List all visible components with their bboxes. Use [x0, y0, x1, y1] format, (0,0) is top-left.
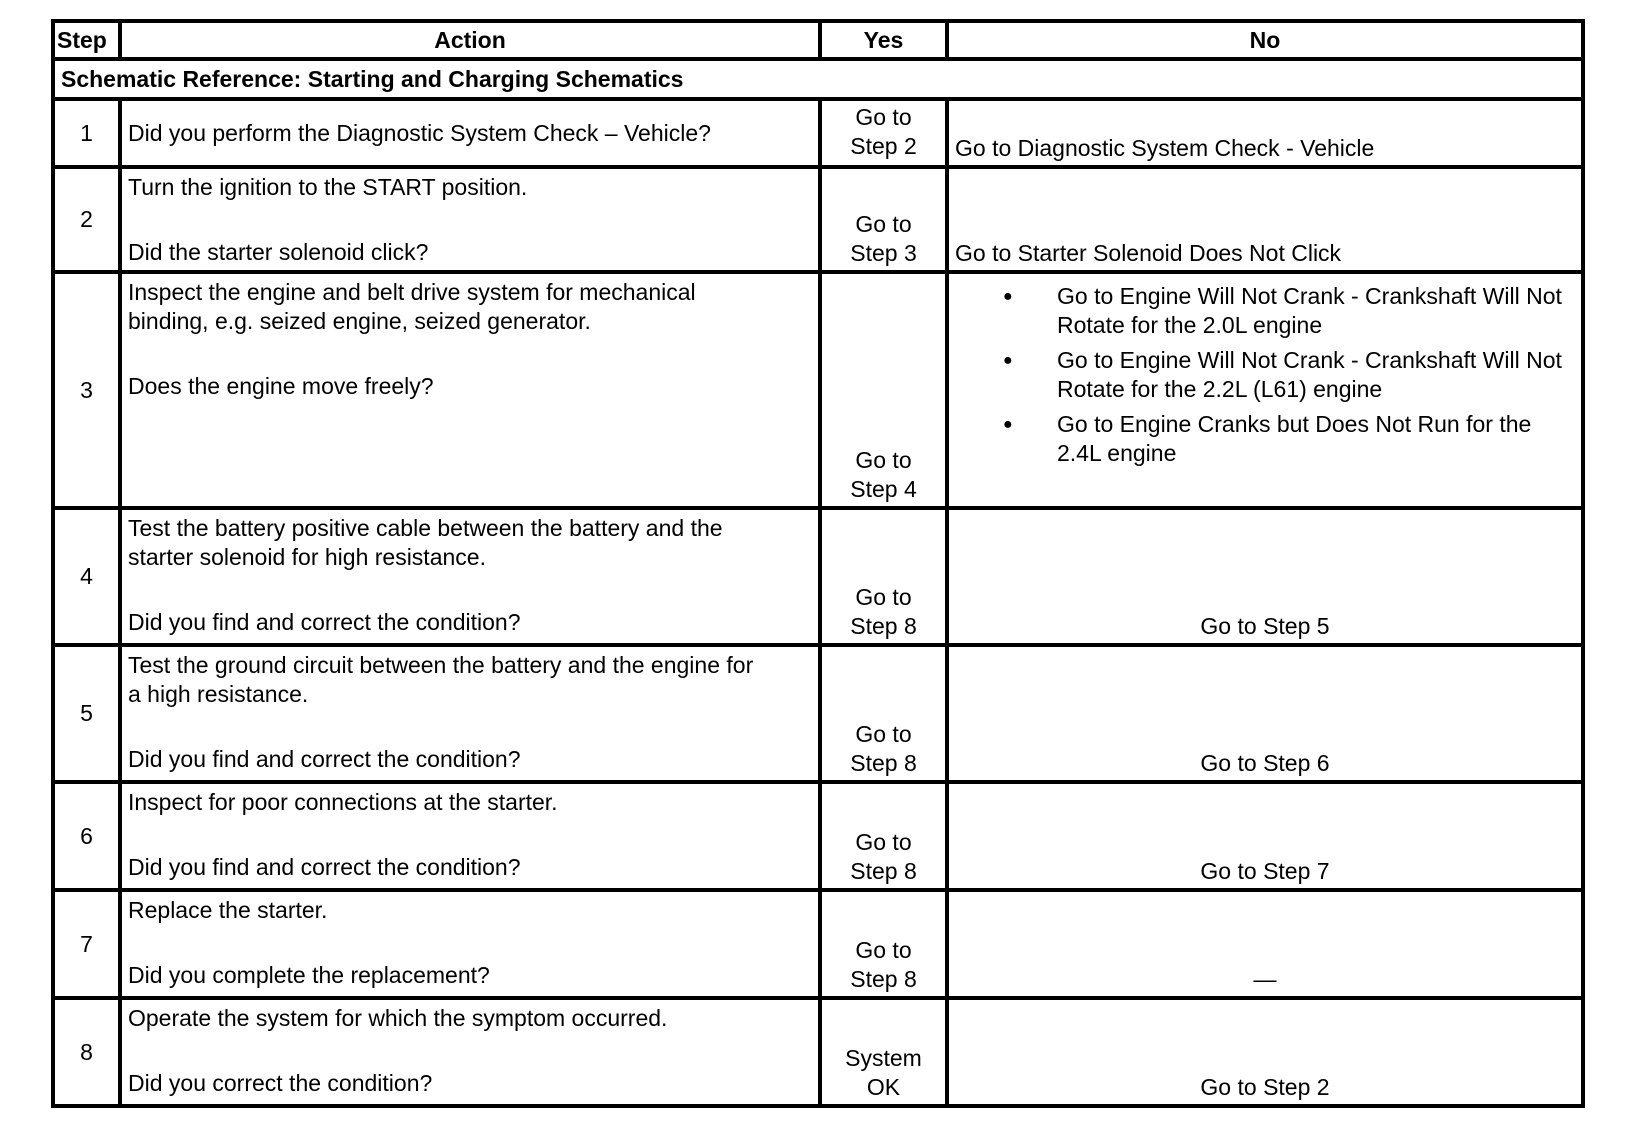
table-row — [53, 508, 1583, 645]
step-number: 5 — [53, 645, 120, 782]
action-cell — [120, 508, 820, 645]
no-cell: Go to Step 7 — [947, 782, 1583, 890]
no-cell — [947, 272, 1583, 508]
yes-cell: Go to Step 4 — [820, 272, 947, 508]
step-number: 7 — [53, 890, 120, 998]
step-number: 4 — [53, 508, 120, 645]
schematic-reference: Schematic Reference: Starting and Charging Schematics — [53, 59, 1583, 99]
step-number: 6 — [53, 782, 120, 890]
table-row — [53, 998, 1583, 1106]
action-instruction: Inspect for poor connections at the starter. — [128, 789, 558, 815]
action-instruction: Inspect the engine and belt drive system for mechanical binding, e.g. seized engine, seized generator. — [128, 279, 696, 334]
action-cell — [120, 99, 820, 167]
yes-cell: Go to Step 2 — [820, 99, 947, 167]
yes-cell: Go to Step 8 — [820, 645, 947, 782]
list-item: ● Go to Engine Will Not Crank - Crankshaft Will Not Rotate for the 2.0L engine — [1057, 282, 1575, 340]
table-row — [53, 167, 1583, 272]
step-number: 3 — [53, 272, 120, 508]
list-item: ● Go to Engine Will Not Crank - Crankshaft Will Not Rotate for the 2.2L (L61) engine — [1057, 346, 1575, 404]
table-row — [53, 782, 1583, 890]
action-question: Did you complete the replacement? — [128, 962, 490, 988]
action-question: Does the engine move freely? — [128, 373, 434, 399]
table-row — [53, 272, 1583, 508]
header-yes: Yes — [820, 21, 947, 59]
yes-cell: Go to Step 8 — [820, 782, 947, 890]
diagnostic-table — [51, 19, 1585, 1108]
no-cell: — — [947, 890, 1583, 998]
no-cell: Go to Step 2 — [947, 998, 1583, 1106]
action-cell — [120, 782, 820, 890]
table-row — [53, 645, 1583, 782]
action-instruction: Replace the starter. — [128, 897, 328, 923]
action-instruction: Test the battery positive cable between the battery and the starter solenoid for high resistance. — [128, 515, 723, 570]
header-action: Action — [120, 21, 820, 59]
no-cell: Go to Step 6 — [947, 645, 1583, 782]
action-question: Did you perform the Diagnostic System Check – Vehicle? — [128, 119, 711, 146]
action-question: Did you find and correct the condition? — [128, 609, 521, 635]
yes-cell: System OK — [820, 998, 947, 1106]
table-row — [53, 890, 1583, 998]
step-number: 1 — [53, 99, 120, 167]
action-cell — [120, 645, 820, 782]
no-cell: Go to Diagnostic System Check - Vehicle — [947, 99, 1583, 167]
action-question: Did you find and correct the condition? — [128, 746, 521, 772]
header-row — [53, 21, 1583, 59]
step-number: 2 — [53, 167, 120, 272]
action-question: Did you correct the condition? — [128, 1070, 433, 1096]
step-number: 8 — [53, 998, 120, 1106]
action-cell — [120, 890, 820, 998]
action-instruction: Test the ground circuit between the battery and the engine for a high resistance. — [128, 652, 754, 707]
no-options-list — [955, 282, 1575, 468]
list-item: ● Go to Engine Cranks but Does Not Run for the 2.4L engine — [1057, 410, 1575, 468]
no-cell: Go to Step 5 — [947, 508, 1583, 645]
yes-cell: Go to Step 3 — [820, 167, 947, 272]
action-instruction: Turn the ignition to the START position. — [128, 174, 528, 200]
yes-cell: Go to Step 8 — [820, 508, 947, 645]
no-cell: Go to Starter Solenoid Does Not Click — [947, 167, 1583, 272]
action-cell — [120, 167, 820, 272]
yes-cell: Go to Step 8 — [820, 890, 947, 998]
action-question: Did you find and correct the condition? — [128, 854, 521, 880]
table-row — [53, 99, 1583, 167]
action-question: Did the starter solenoid click? — [128, 239, 429, 265]
header-no: No — [947, 21, 1583, 59]
schematic-reference-row — [53, 59, 1583, 99]
header-step: Step — [53, 21, 120, 59]
action-cell — [120, 998, 820, 1106]
action-cell — [120, 272, 820, 508]
action-instruction: Operate the system for which the symptom occurred. — [128, 1005, 668, 1031]
